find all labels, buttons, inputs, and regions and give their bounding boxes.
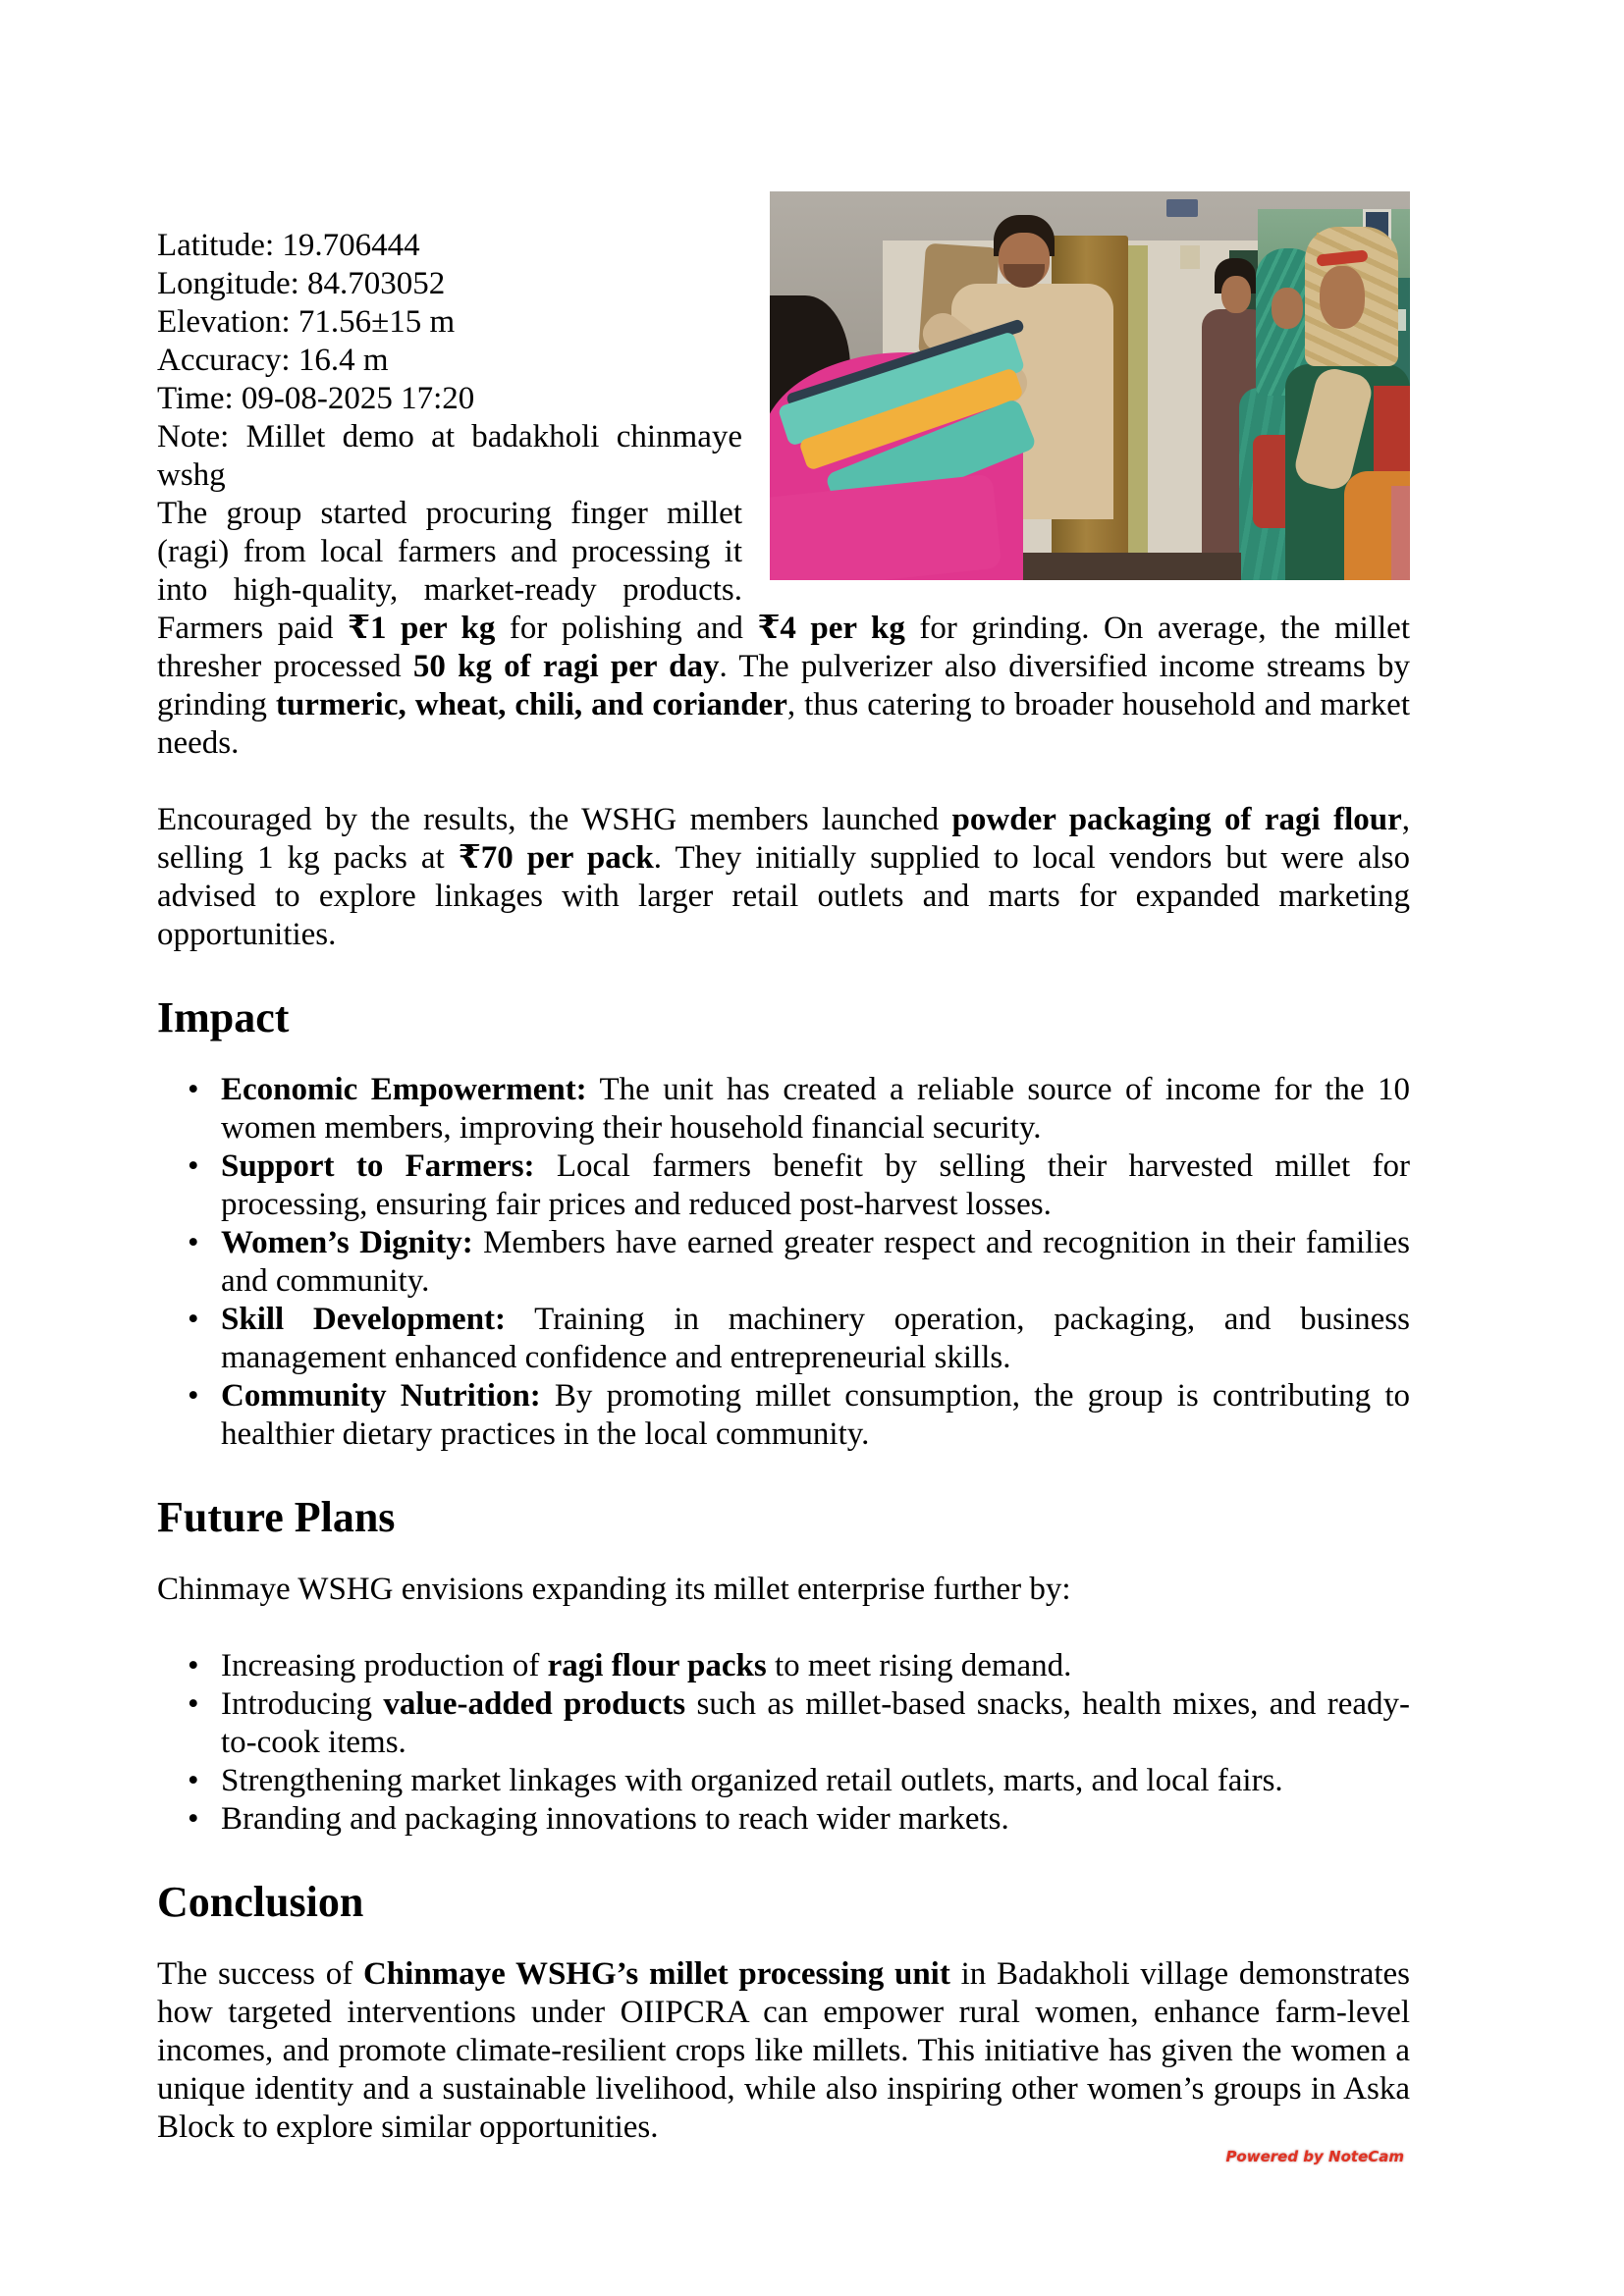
heading-future-plans: Future Plans — [157, 1493, 396, 1541]
gps-time: Time: 09-08-2025 17:20 — [157, 381, 475, 416]
paragraph-conclusion: The success of Chinmaye WSHG’s millet processing unit in Badakholi village demonstrates how targeted interventions under OIIPCRA can empower rural women, enhance farm-level incomes, and promote climate-resilient crops like millets. This initiative has given the women a unique identity and a sustainable livelihood, while also inspiring other women’s groups in Aska Block to explore similar opportunities. — [157, 1956, 1410, 2145]
heading-conclusion: Conclusion — [157, 1878, 364, 1926]
paragraph-packaging: Encouraged by the results, the WSHG members launched powder packaging of ragi flour, selling 1 kg packs at ₹70 per pack. They initially supplied to local vendors but were also advised to explore linkages with larger retail outlets and marts for expanded marketing opportunities. — [157, 802, 1411, 952]
photo-rose-sari — [1391, 486, 1410, 580]
gps-note: Note: Millet demo at badakholi chinmaye wshg — [157, 419, 742, 493]
list-item-support-to-farmers: • Support to Farmers: Local farmers benefit by selling their harvested millet for processing, ensuring fair prices and reduced post-harvest losses. — [157, 1148, 1410, 1224]
heading-impact: Impact — [157, 993, 290, 1041]
list-item-increasing-production: • Increasing production of ragi flour packs to meet rising demand. — [157, 1647, 1410, 1685]
list-item-branding: • Branding and packaging innovations to reach wider markets. — [157, 1800, 1410, 1839]
gps-accuracy: Accuracy: 16.4 m — [157, 343, 389, 378]
list-item-market-linkages: • Strengthening market linkages with organized retail outlets, marts, and local fairs. — [157, 1762, 1410, 1800]
gps-latitude: Latitude: 19.706444 — [157, 228, 420, 263]
list-item-economic-empowerment: • Economic Empowerment: The unit has created a reliable source of income for the 10 women members, improving their household financial security. — [157, 1071, 1410, 1148]
photo-woman2-face — [1272, 288, 1303, 329]
photo-wall-paper — [1180, 245, 1200, 269]
para1-text: The group started procuring finger millet (ragi) from local farmers and processing it into high-quality, market-ready products. Farmers paid ₹1 per kg for polishing and ₹4 per kg for grinding. On average, the millet thresher processed 50 kg of ragi per day. The pulverizer also diversified income streams by grinding turmeric, wheat, chili, and coriander, thus catering to broader household and market needs. — [157, 496, 1410, 761]
list-item-community-nutrition: • Community Nutrition: By promoting millet consumption, the group is contributing to healthier dietary practices in the local community. — [157, 1377, 1410, 1454]
document-body — [157, 188, 1410, 2185]
photo-woman3-face — [1320, 266, 1365, 329]
photo-woman1-face — [1221, 276, 1251, 313]
millet-demo-photo — [770, 191, 1410, 580]
impact-list — [157, 1071, 1410, 1454]
future-plans-list — [157, 1647, 1410, 1839]
gps-elevation: Elevation: 71.56±15 m — [157, 304, 456, 340]
list-item-skill-development: • Skill Development: Training in machinery operation, packaging, and business management enhanced confidence and entrepreneurial skills. — [157, 1301, 1410, 1377]
gps-longitude: Longitude: 84.703052 — [157, 266, 446, 301]
photo-wall-sign — [1166, 199, 1198, 217]
notecam-watermark: Powered by NoteCam — [1225, 2148, 1404, 2165]
list-item-womens-dignity: • Women’s Dignity: Members have earned greater respect and recognition in their families and community. — [157, 1224, 1410, 1301]
photo-door-gap — [1128, 245, 1148, 580]
paragraph-future-intro: Chinmaye WSHG envisions expanding its millet enterprise further by: — [157, 1572, 1071, 1607]
list-item-value-added-products: • Introducing value-added products such as millet-based snacks, health mixes, and ready-to-cook items. — [157, 1685, 1410, 1762]
